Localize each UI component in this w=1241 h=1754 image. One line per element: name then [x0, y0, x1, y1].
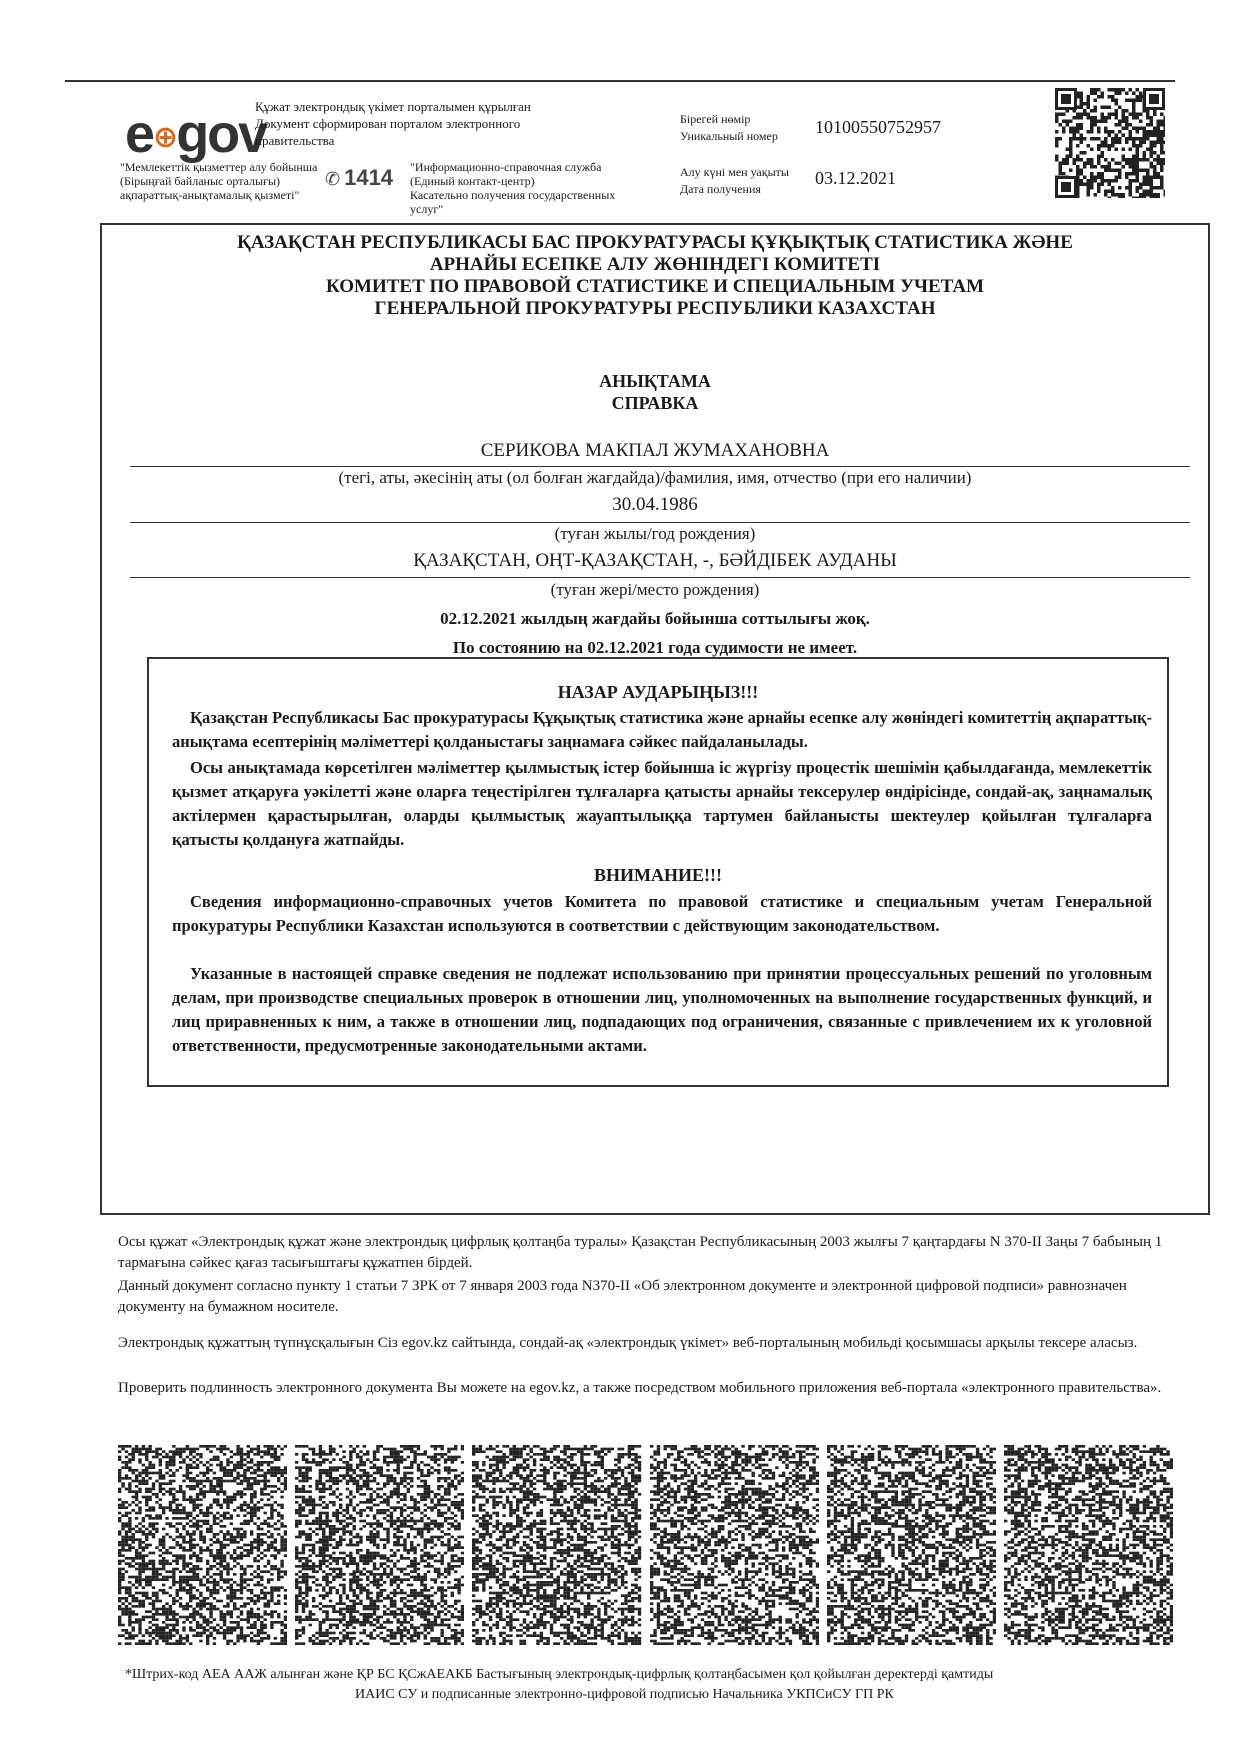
date-label: Алу күні мен уақыты Дата получения: [680, 165, 789, 196]
contact-center-kz: "Мемлекеттік қызметтер алу бойынша (Бірыңғай байланыс орталығы) ақпараттық-анықтамалық қызметі": [120, 160, 318, 202]
barcode: [472, 1445, 641, 1645]
contact-phone: ✆ 1414: [325, 165, 394, 190]
warning-paragraph-ru-2: Указанные в настоящей справке сведения не подлежат использованию при принятии процессуальных решений по уголовным делам, при производстве специальных проверок в отношении лиц, уполномоченных на выполнение государственных функций, и лиц приравненных к ним, а также в отношении лиц, подпадающих под ограничения, связанные с привлечением их к уголовной ответственности, предусмотренные законодательными актами.: [172, 964, 1152, 1055]
birth-place-caption: (туған жері/место рождения): [550, 580, 760, 599]
warning-heading-ru: ВНИМАНИЕ!!!: [594, 865, 722, 885]
full-name-caption: (тегі, аты, әкесінің аты (ол болған жағдайда)/фамилия, имя, отчество (при его наличии): [338, 468, 972, 487]
rule: [130, 577, 1190, 578]
top-divider: [65, 80, 1175, 82]
barcode-note-ru: ИАИС СУ и подписанные электронно-цифровой подписью Начальника УКПСиСУ ГП РК: [355, 1687, 894, 1702]
barcode-note: [125, 1665, 1185, 1705]
barcode: [827, 1445, 996, 1645]
phone-icon: ✆: [325, 169, 341, 189]
unique-number: 10100550752957: [815, 117, 941, 137]
organization-name: ҚАЗАҚСТАН РЕСПУБЛИКАСЫ БАС ПРОКУРАТУРАСЫ ҚҰҚЫҚТЫҚ СТАТИСТИКА ЖӘНЕ АРНАЙЫ ЕСЕПКЕ АЛУ ЖӨНІНДЕГІ КОМИТЕТІ КОМИТЕТ ПО ПРАВОВОЙ СТАТИСТИКЕ И СПЕЦИАЛЬНЫМ УЧЕТАМ ГЕНЕРАЛЬНОЙ ПРОКУРАТУРЫ РЕСПУБЛИКИ КАЗАХСТАН: [237, 232, 1073, 319]
barcode: [118, 1445, 287, 1645]
portal-note: [255, 98, 595, 149]
document-title: АНЫҚТАМА СПРАВКА: [599, 371, 711, 413]
status-kz: 02.12.2021 жылдың жағдайы бойынша соттылығы жоқ.: [440, 609, 870, 628]
birth-date-caption: (туған жылы/год рождения): [554, 524, 756, 543]
birth-date: 30.04.1986: [612, 494, 698, 515]
warning-paragraph-kz-1: Қазақстан Республикасы Бас прокуратурасы Құқықтық статистика және арнайы есепке алу жөніндегі комитеттің ақпараттық-анықтама есептерінің мәліметтері қолданыстағы заңнамаға сәйкес пайдаланылады.: [172, 708, 1152, 751]
verify-note-ru: Проверить подлинность электронного документа Вы можете на egov.kz, а также посредством мобильного приложения веб-портала «электронного правительства».: [118, 1380, 1162, 1396]
rule: [130, 522, 1190, 523]
legal-note-kz: Осы құжат «Электрондық құжат және электрондық цифрлық қолтаңба туралы» Қазақстан Республикасының 2003 жылғы 7 қаңтардағы N 370-II Заңы 7 бабының 1 тармағына сәйкес қағаз тасығыштағы құжатпен бірдей.: [118, 1234, 1163, 1271]
qr-code: [1055, 88, 1165, 198]
rule: [130, 466, 1190, 467]
barcode-strip: [118, 1445, 1173, 1645]
warning-heading-kz: НАЗАР АУДАРЫҢЫЗ!!!: [557, 682, 759, 702]
full-name: СЕРИКОВА МАКПАЛ ЖУМАХАНОВНА: [480, 440, 830, 461]
barcode: [650, 1445, 819, 1645]
portal-note-ru: Документ сформирован порталом электронного правительства: [255, 116, 521, 148]
egov-logo: e⊕gov: [125, 104, 267, 164]
barcode: [295, 1445, 464, 1645]
barcode: [1004, 1445, 1173, 1645]
warning-paragraph-kz-2: Осы анықтамада көрсетілген мәліметтер қылмыстық істер бойынша іс жүргізу процестік шешімін қабылдағанда, мемлекеттік қызмет атқаруға уәкілетті және оларға теңестірілген тұлғаларға қатысты арнайы тексерулер өндірісінде, сондай-ақ, заңнамалық актілермен қарастырылған, оларды қылмыстық жауаптылыққа тартумен байланысты шектеулер қойылған тұлғаларға қатысты қолдануға жатпайды.: [172, 758, 1152, 849]
barcode-note-kz: *Штрих-код АЕА ААЖ алынған және ҚР БС ҚСжАЕАКБ Бастығының электрондық-цифрлық қолтаңбасымен қол қойылған деректерді қамтиды: [125, 1667, 994, 1682]
date-value: 03.12.2021: [815, 168, 896, 188]
portal-note-kz: Құжат электрондық үкімет порталымен құрылған: [255, 99, 531, 114]
verify-note-kz: Электрондық құжаттың түпнұсқалығын Сіз egov.kz сайтында, сондай-ақ «электрондық үкімет» веб-порталының мобильді қосымшасы арқылы тексере аласыз.: [118, 1335, 1138, 1351]
contact-center-ru: "Информационно-справочная служба (Единый контакт-центр) Касательно получения государственных услуг": [410, 160, 616, 216]
legal-note-ru: Данный документ согласно пункту 1 статьи 7 ЗРК от 7 января 2003 года N370-II «Об электронном документе и электронной цифровой подписи» равнозначен документу на бумажном носителе.: [118, 1278, 1127, 1315]
unique-number-label: Бірегей нөмір Уникальный номер: [680, 112, 778, 143]
status-ru: По состоянию на 02.12.2021 года судимости не имеет.: [452, 638, 858, 657]
warning-paragraph-ru-1: Сведения информационно-справочных учетов Комитета по правовой статистике и специальным учетам Генеральной прокуратуры Республики Казахстан используются в соответствии с действующим законодательством.: [172, 892, 1152, 935]
birth-place: ҚАЗАҚСТАН, ОҢТ-ҚАЗАҚСТАН, -, БӘЙДІБЕК АУДАНЫ: [413, 550, 897, 571]
